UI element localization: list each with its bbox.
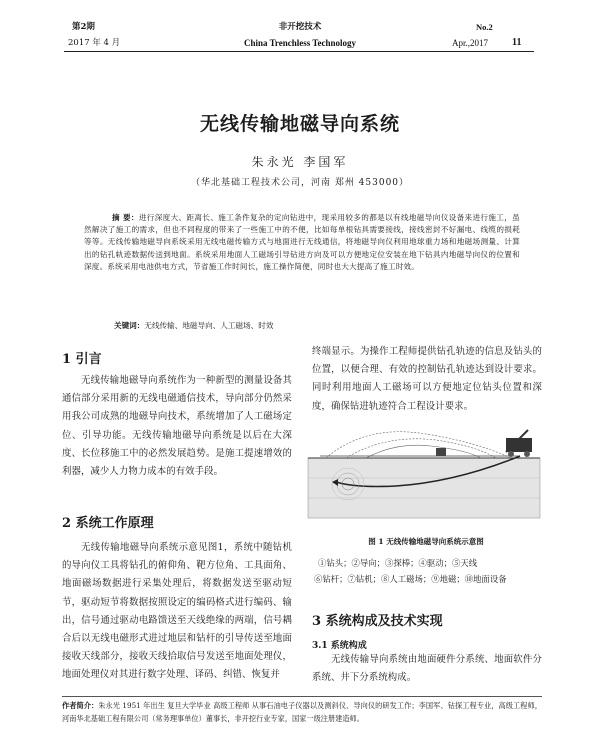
header-rule [64,51,534,52]
header-issue-cn: 第2期 [72,22,95,32]
ground-section [308,458,540,518]
figure1-legend-line1: ①钻头；②导向；③探棒；④驱动；⑤天线 [318,558,478,568]
footnote-label: 作者简介： [62,701,99,710]
rig-wheel [524,451,530,457]
section3-1-heading: 3.1 系统构成 [312,641,367,651]
abstract-label: 摘 要： [112,213,139,222]
footnote-rule [62,696,542,697]
keywords-text: 无线传输、地磁导向、人工磁场、时效 [144,321,274,330]
keywords [114,320,514,332]
keywords-label: 关键词： [114,321,145,330]
article-affiliation: （华北基础工程技术公司，河南 郑州 453000） [190,178,410,188]
right-intro-paragraph: 终端显示。为操作工程师提供钻孔轨迹的信息及钻头的位置，以便合理、有效的控制钻孔轨迹达到设计要求。同时利用地面人工磁场可以方便地定位钻头位置和深度，确保钻进轨迹符合工程设计要求。 [312,346,542,412]
section3-heading: 3 系统构成及技术实现 [312,614,443,629]
header-date-en: Apr.,2017 [452,38,488,48]
artificial-field-arc [346,439,496,458]
article-authors: 朱永光 李国军 [251,155,349,169]
section2-heading: 2 系统工作原理 [62,516,154,531]
artificial-field-arc [326,432,511,458]
figure1-diagram [306,420,546,528]
header-date-cn: 2017 年 4 月 [68,38,121,48]
footnote [62,700,542,725]
abstract-text: 进行深度大、距离长、施工条件复杂的定向钻进中，现采用较多的都是以有线地磁导向仪设备来进行施工，虽然解决了施工的需求，但也不同程度的带来了一些施工中的不便，比如每单根钻具需要接线，接线密封不好漏电、线缆的损耗等等。无线传输地磁导向系统采用无线电磁传输方式与地面进行无线通信，将地磁导向仪利用地球重力场和地磁场测量、计算出的钻孔轨迹数据传送到地面。系统采用地面人工磁场引导钻进方向及可以方便地定位安装在地下钻具内地磁导向仪的位置和深度。系统采用电池供电方式，节省施工作时间长，施工操作简便，同时也大大提高了施工时效。 [84,213,520,271]
page-number: 11 [512,37,522,48]
header-issue-en: No.2 [476,22,493,32]
figure1-legend-line2: ⑥钻杆；⑦钻机；⑧人工磁场；⑨地磁；⑩地面设备 [314,574,507,584]
section2-paragraph: 无线传输地磁导向系统示意见图1，系统中随钻机的导向仪工具将钻孔的俯仰角、靶方位角、工具面角、地面磁场数据进行采集处理后，将数据发送至驱动短节，驱动短节将数据按照设定的编码格式进行编码、输出，信号通过驱动电路馈送至天线绝缘的两端，信号耦合后以无线电磁形式进过地层和钻杆的引导传送至地面接收天线部分，接收天线拾取信号发送至地面处理仪，地面处理仪对其进行数字处理、译码、纠错、恢复并 [62,542,292,681]
section1-paragraph: 无线传输地磁导向系统作为一种新型的测量设备其通信部分采用新的无线电磁通信技术，导向部分仍然采用我公司成熟的地磁导向技术，系统增加了人工磁场定位、引导功能。无线传输地磁导向系统是以后在大深度、长位移施工中的必然发展趋势。是施工提速增效的利器，减少人力物力成本的有效手段。 [62,375,292,478]
figure1-caption: 图 1 无线传输地磁导向系统示意图 [368,537,484,546]
section1-heading: 1 引言 [62,352,102,367]
header-journal-cn: 非开挖技术 [278,22,322,32]
abstract [84,212,520,273]
footnote-text: 朱永光 1951 年出生 复旦大学毕业 高级工程师 从事石油电子仪器以及测斜仪、导向仪的研发工作；李国军、钻探工程专业，高级工程师，河南华北基础工程有限公司（常务理事单位）董事长，非开挖行业专家，国家一级注册建造师。 [62,701,542,723]
surface-receiver-icon [436,448,446,456]
rig-wheel [508,451,514,457]
article-title: 无线传输地磁导向系统 [199,113,400,135]
header-journal-en: China Trenchless Technology [243,38,357,48]
section3-paragraph: 无线传输导向系统由地面硬件分系统、地面软件分系统、井下分系统构成。 [312,654,542,684]
